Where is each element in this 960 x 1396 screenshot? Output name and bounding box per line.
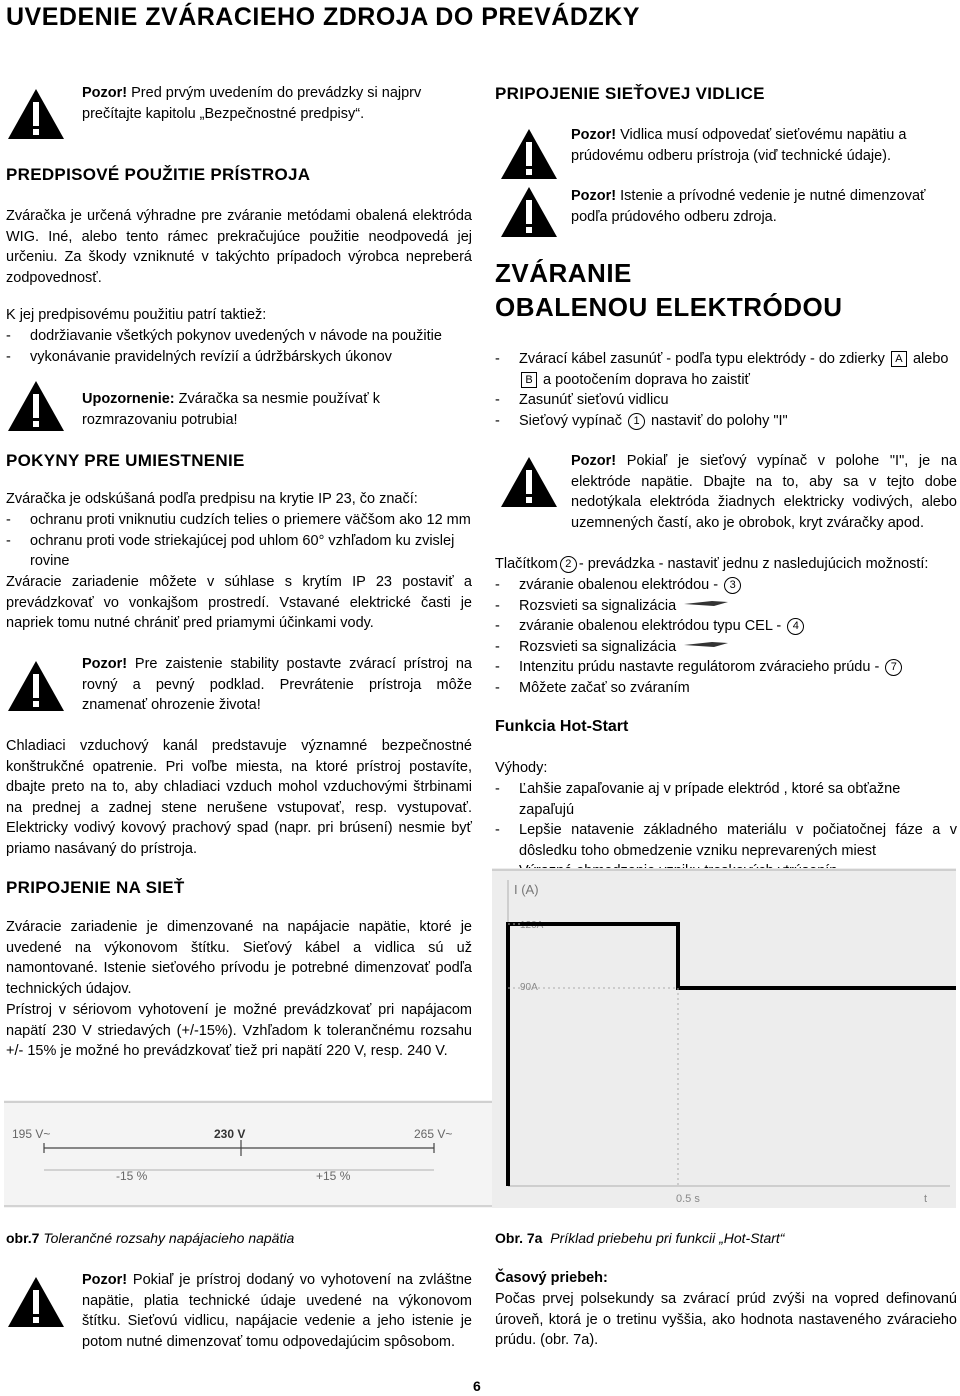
section-title: POKYNY PRE UMIESTNENIE (6, 451, 245, 470)
list (495, 575, 957, 698)
list (495, 349, 957, 431)
warning-icon (7, 88, 65, 140)
paragraph: Tlačítkom 2 - prevádzka - nastaviť jednu z nasledujúcich možností: (495, 556, 929, 572)
paragraph: Zváračka je určená výhradne pre zváranie metódami obalená elektróda WIG. Iné, alebo tento rámec prekračujúce použitie neodpovedá jej určeniu. Za škody vzniknuté v takýchto prípadoch výrobca nepreberá zodpovednosť. (6, 208, 472, 286)
callout-number: 7 (885, 659, 902, 676)
callout-number: 4 (787, 618, 804, 635)
warning-text: Pozor! Vidlica musí odpovedať sieťovému napätiu a prúdovému odberu prístroja (viď technické údaje). (571, 127, 907, 164)
warning-icon (500, 456, 558, 508)
list-item: - Intenzitu prúdu nastavte regulátorom zváracieho prúdu - 7 (495, 657, 957, 678)
chart-background (492, 868, 956, 1208)
voltage-high-label: 265 V~ (414, 1127, 453, 1141)
list-item: - Lepšie natavenie základného materiálu v počiatočnej fáze a v dôsledku toho obmedzenie vzniku neprevarených miest (495, 822, 957, 859)
y-axis-label: I (A) (514, 882, 539, 897)
y-tick-high: 120A (520, 920, 544, 931)
x-tick: 0.5 s (676, 1193, 700, 1205)
warning-text: Pozor! Pokiaľ je prístroj dodaný vo vyhotovení na zvláštne napätie, platia technické údaje uvedené na výkonovom štítku. Sieťovú vidlicu, napájacie vedenie a jeho istenie je potom nutné dimenzovať tomu odpovedajúcim spôsobom. (82, 1272, 472, 1350)
paragraph: Počas prvej polsekundy sa zvárací prúd zvýši na vopred definovanú úroveň, ktorá je o tretinu vyššia, ako hodnota nastaveného zváracieho prúdu. (obr. 7a). (495, 1291, 957, 1348)
list-item: - Môžete začať so zváraním (495, 679, 690, 696)
list-item: - Zvárací kábel zasunúť - podľa typu elektródy - do zdierky A alebo B a pootočením doprava ho zaistiť (495, 351, 949, 388)
tolerance-minus-label: -15 % (116, 1169, 148, 1183)
callout-number: 1 (628, 413, 645, 430)
x-axis-label: t (924, 1193, 928, 1205)
page-number: 6 (473, 1378, 481, 1394)
voltage-low-label: 195 V~ (12, 1127, 51, 1141)
subsection-title: Časový priebeh: (495, 1270, 608, 1286)
big-section-title: ZVÁRANIE (495, 258, 632, 288)
subsection-title: Funkcia Hot-Start (495, 718, 629, 735)
y-tick-low: 90A (520, 982, 538, 993)
voltage-nominal-label: 230 V (214, 1127, 246, 1141)
paragraph: Chladiaci vzduchový kanál predstavuje významné bezpečnostné konštrukčné opatrenie. Pri voľbe miesta, na ktoré prístroj postavíte, dbajte preto na to, aby chladiaci vzduch mohol vzduchovými štrbinami na prednej a zadnej stene nerušene vstupovať, resp. vystupovať. Elektricky vodivý kovový prachový spad (napr. pri brúsení) nesmie byť priamo nasávaný do prístroja. (6, 738, 472, 857)
socket-b-label: B (521, 372, 537, 388)
warning-text: Pozor! Pokiaľ je sieťový vypínač v polohe "I", je na elektróde napätie. Dbajte na to, aby sa v tejto dobe nedotýkala elektróda žiadnych elektricky vodivých, alebo uzemnených častí, ako je obrobok, kryt zváračky apod. (571, 453, 957, 531)
warning-icon (500, 128, 558, 180)
list (495, 779, 957, 882)
indicator-icon (684, 600, 728, 608)
warning-text: Pozor! Pred prvým uvedením do prevádzky si najprv prečítajte kapitolu „Bezpečnostné predpisy“. (82, 85, 422, 122)
section-title: PRIPOJENIE SIEŤOVEJ VIDLICE (495, 84, 765, 103)
indicator-icon (684, 641, 728, 649)
big-section-title: OBALENOU ELEKTRÓDOU (495, 292, 843, 322)
list (6, 326, 472, 367)
list (6, 510, 472, 572)
list-item: - zváranie obalenou elektródou typu CEL - 4 (495, 616, 957, 637)
callout-number: 2 (560, 556, 577, 573)
page-title: UVEDENIE ZVÁRACIEHO ZDROJA DO PREVÁDZKY (6, 3, 640, 31)
list-item: - Sieťový vypínač 1 nastaviť do polohy "I" (495, 412, 788, 429)
warning-icon (7, 660, 65, 712)
hotstart-chart (492, 868, 956, 1208)
list-item: - ochranu proti vode striekajúcej pod uhlom 60° vzhľadom ku zvislej rovine (6, 532, 455, 569)
list-item: - ochranu proti vniknutiu cudzích telies o priemere väčšom ako 12 mm (6, 512, 471, 528)
list-item: - Ľahšie zapaľovanie aj v prípade elektród , ktoré sa obťažne zapaľujú (495, 781, 901, 818)
paragraph: K jej predpisovému použitiu patrí taktiež: (6, 307, 267, 323)
paragraph: Výhody: (495, 760, 548, 776)
list-item: - Rozsvieti sa signalizácia (495, 637, 957, 658)
list-item: - Rozsvieti sa signalizácia (495, 596, 957, 617)
section-title: PREDPISOVÉ POUŽITIE PRÍSTROJA (6, 165, 311, 184)
list-item: - dodržiavanie všetkých pokynov uvedených v návode na použitie (6, 328, 442, 344)
warning-text: Upozornenie: Zváračka sa nesmie používať k rozmrazovaniu potrubia! (82, 391, 380, 428)
callout-number: 3 (724, 577, 741, 594)
paragraph: Zváracie zariadenie je dimenzované na napájacie napätie, ktoré je uvedené na výkonovom štítku. Sieťový kábel a vidlica sú už namontované. Istenie sieťového prívodu je potrebné dimenzovať podľa technických údajov. (6, 919, 472, 997)
section-title: PRIPOJENIE NA SIEŤ (6, 878, 185, 897)
warning-icon (7, 380, 65, 432)
list-item: - zváranie obalenou elektródou - 3 (495, 575, 957, 596)
paragraph: Zváračka je odskúšaná podľa predpisu na krytie IP 23, čo značí: (6, 491, 418, 507)
paragraph: Prístroj v sériovom vyhotovení je možné prevádzkovať pri napájacom napätí 230 V striedavých (+/-15%). Vzhľadom k tolerančnému rozsahu +/- 15% je možné ho prevádzkovať tiež pri napätí 220 V, resp. 240 V. (6, 1002, 472, 1059)
socket-a-label: A (891, 351, 907, 367)
figure-caption: obr.7 Tolerančné rozsahy napájacieho napätia (6, 1230, 295, 1246)
warning-text: Pozor! Pre zaistenie stability postavte zvárací prístroj na rovný a pevný podklad. Prevrátenie prístroja môže znamenať ohrozenie života! (82, 656, 472, 713)
tolerance-plus-label: +15 % (316, 1169, 351, 1183)
list-item: - Zasunúť sieťovú vidlicu (495, 392, 669, 408)
warning-text: Pozor! Istenie a prívodné vedenie je nutné dimenzovať podľa prúdového odberu zdroja. (571, 188, 926, 225)
paragraph: Zváracie zariadenie môžete v súhlase s krytím IP 23 postaviť a prevádzkovať vo vonkajšom prostredí. Vstavané elektrické časti je napriek tomu nutné chrániť pred priamymi účinkami vody. (6, 574, 472, 631)
figure-caption: Obr. 7a Príklad priebehu pri funkcii „Hot-Start“ (495, 1230, 785, 1246)
warning-icon (500, 186, 558, 238)
list-item: - vykonávanie pravidelných revízií a údržbárskych úkonov (6, 348, 392, 365)
warning-icon (7, 1276, 65, 1328)
